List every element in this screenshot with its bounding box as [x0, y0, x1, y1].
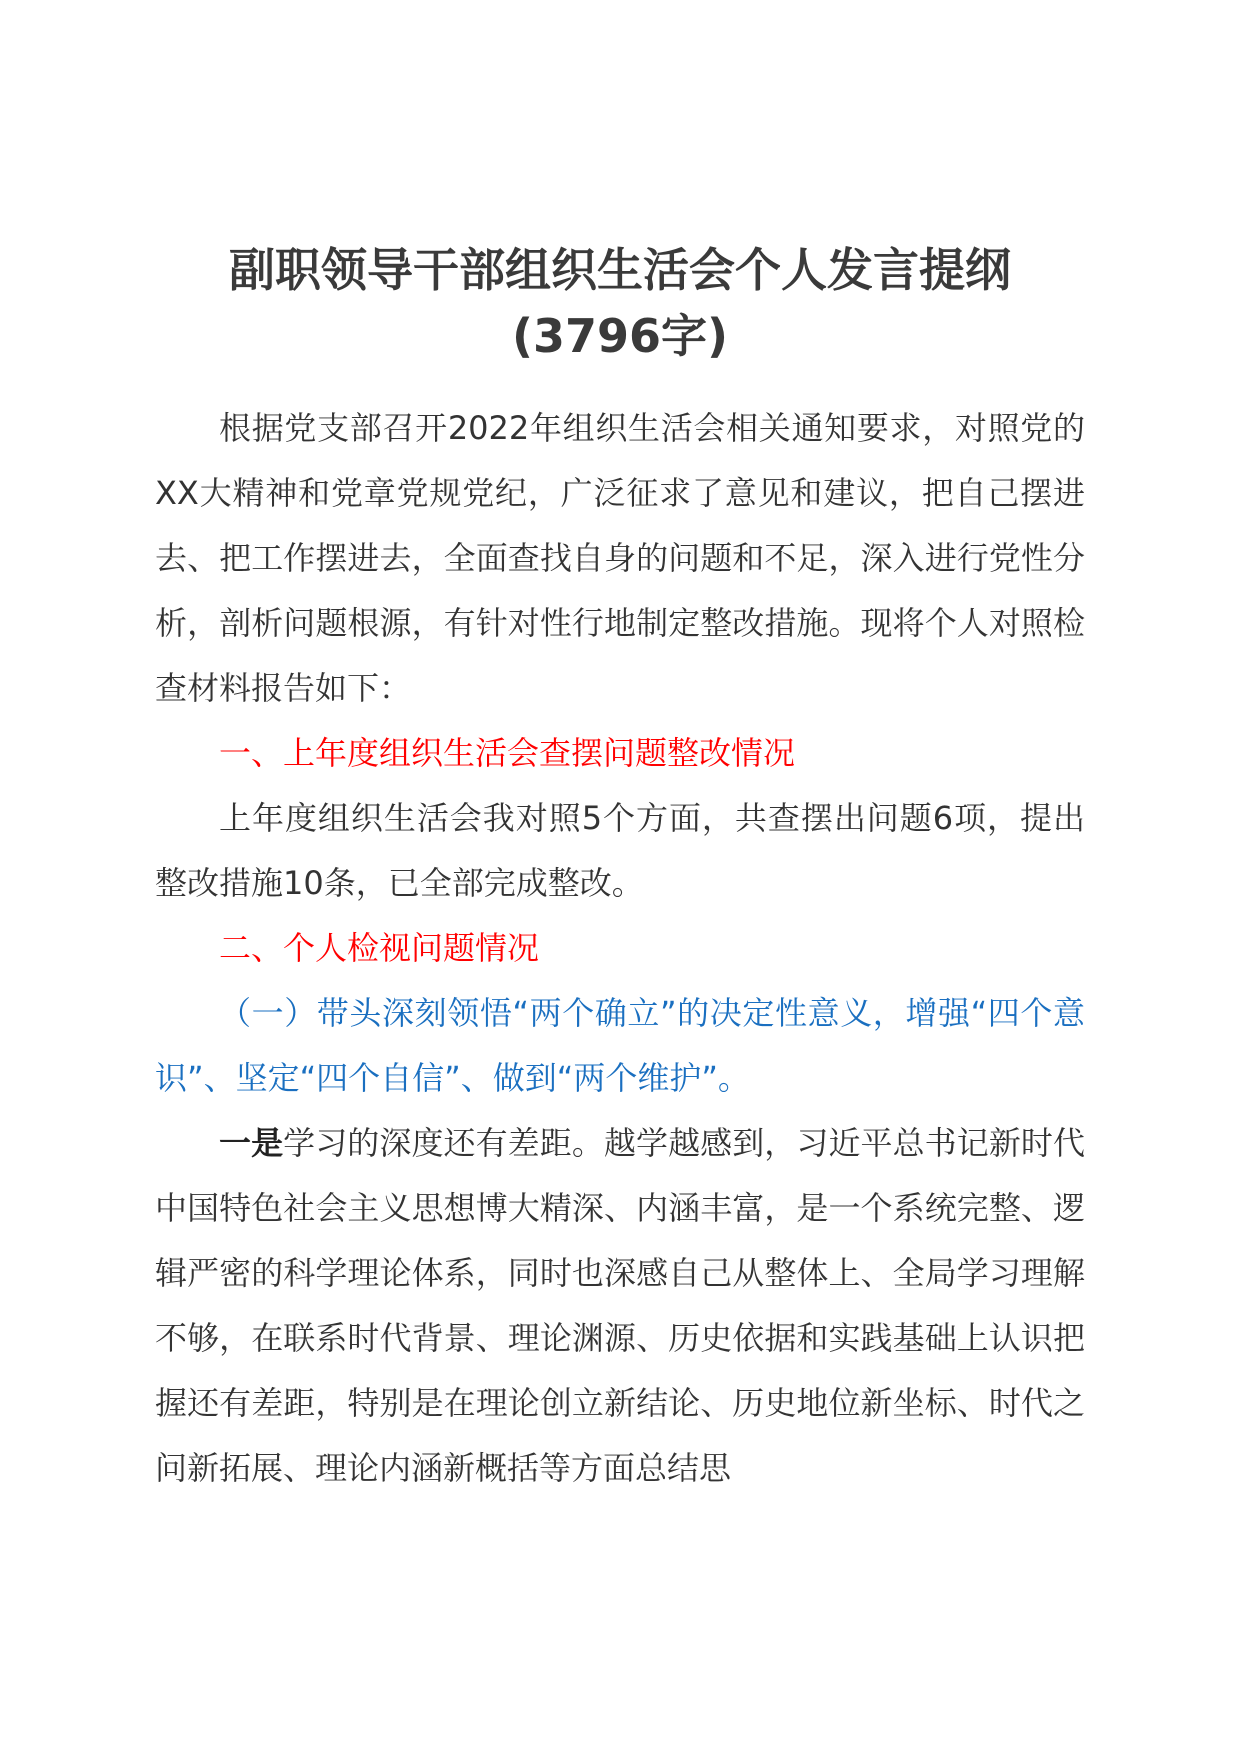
document-title: 副职领导干部组织生活会个人发言提纲: [229, 243, 1011, 297]
section2-heading: 二、个人检视问题情况: [219, 929, 540, 967]
intro-paragraph: 根据党支部召开2022年组织生活会相关通知要求，对照党的XX大精神和党章党规党纪，广泛征求了意见和建议，把自己摆进去、把工作摆进去，全面查找自身的问题和不足，深入进行党性分析，剖析问题根源，有针对性行地制定整改措施。现将个人对照检查材料报告如下：: [155, 409, 1085, 707]
subsection1-heading: （一）带头深刻领悟“两个确立”的决定性意义，增强“四个意识”、坚定“四个自信”、做到“两个维护”。: [155, 994, 1085, 1097]
section1-heading: 一、上年度组织生活会查摆问题整改情况: [219, 734, 796, 772]
point1-lead: 一是: [219, 1124, 284, 1162]
document-word-count: (3796字): [511, 309, 729, 363]
document-body: [155, 396, 1085, 1501]
section1-paragraph: 上年度组织生活会我对照5个方面，共查摆出问题6项，提出整改措施10条，已全部完成整改。: [155, 799, 1085, 902]
point1-paragraph: [155, 1111, 1085, 1501]
point1-text: 学习的深度还有差距。越学越感到，习近平总书记新时代中国特色社会主义思想博大精深、内涵丰富，是一个系统完整、逻辑严密的科学理论体系，同时也深感自己从整体上、全局学习理解不够，在联系时代背景、理论渊源、历史依据和实践基础上认识把握还有差距，特别是在理论创立新结论、历史地位新坐标、时代之问新拓展、理论内涵新概括等方面总结思: [155, 1124, 1085, 1487]
